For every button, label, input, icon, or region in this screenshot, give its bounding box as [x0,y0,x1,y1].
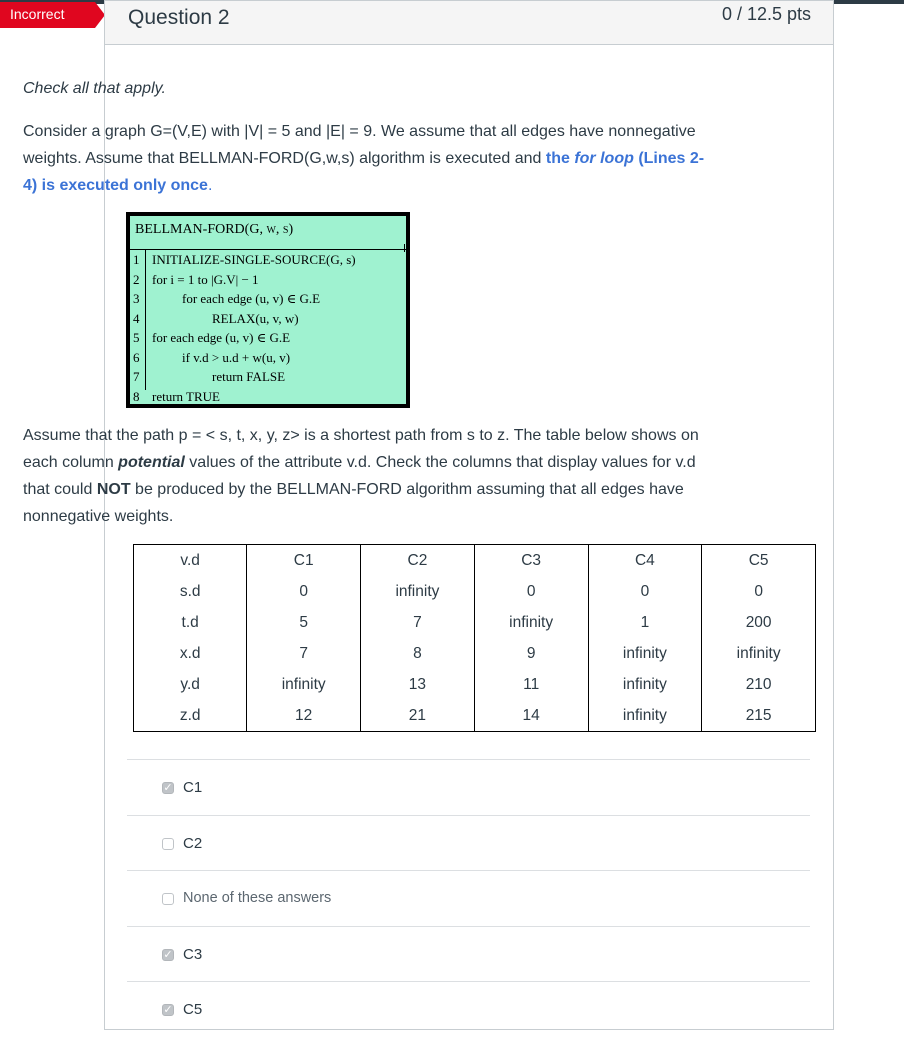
answer-label: None of these answers [183,890,332,906]
values-table-body [134,545,816,732]
answer-label: C2 [183,834,203,852]
question-title: Question 2 [128,6,230,29]
pseudocode-line-code: for each edge (u, v) ∈ G.E [182,291,321,306]
pseudocode-line [130,291,400,310]
pseudocode-line-code: if v.d > u.d + w(u, v) [182,349,291,365]
table-row [134,607,816,638]
pseudocode-line-number: 4 [133,310,140,326]
pseudocode-line-number: 5 [133,330,140,345]
question-paragraph-1 [23,118,713,199]
para2-not: NOT [96,481,131,498]
para1-text: Consider a graph G=(V,E) with |V| = 5 and |E| = 9. We assume that all edges have nonnegative weights. Assume that BELLMAN-FORD(G,w,s) algorithm is executed and [23,123,696,167]
pseudocode-line-number: 1 [133,252,140,267]
table-cell: 14 [474,700,588,732]
pseudocode-line-number: 3 [133,291,140,306]
checkbox-checked-icon[interactable]: ✓ [163,948,173,961]
para2-c: be produced by the BELLMAN-FORD algorithm assuming that all edges have nonnegative weights. [23,481,684,525]
values-table [133,544,816,732]
table-cell: 7 [361,607,475,638]
table-cell: 0 [474,576,588,607]
table-cell: 13 [361,669,475,700]
pseudocode-line [130,272,400,291]
pseudocode-line [130,330,400,349]
pseudocode-line [130,311,400,330]
table-row [134,638,816,669]
table-cell: infinity [588,638,702,669]
status-badge: Incorrect [0,2,95,28]
answer-option[interactable] [127,759,810,815]
para1-highlight-italic: for loop [574,150,634,167]
pseudocode-line-number: 8 [133,388,140,404]
checkbox-icon[interactable] [162,838,174,850]
checkbox-icon[interactable] [162,893,174,905]
table-cell: z.d [134,700,247,732]
table-cell: 9 [474,638,588,669]
pseudocode-header [135,222,293,238]
question-paragraph-2 [23,422,713,530]
table-cell: 12 [247,700,361,732]
pseudocode-line-code: for each edge (u, v) ∈ G.E [152,330,291,345]
pseudocode-line-code: for i = 1 to |G.V| − 1 [152,271,259,287]
pseudocode-line-code: INITIALIZE-SINGLE-SOURCE(G, s) [152,252,356,267]
table-header-cell: C4 [588,545,702,577]
question-points: 0 / 12.5 pts [721,4,811,24]
table-row [134,669,816,700]
table-cell: infinity [588,700,702,732]
checkbox-checked-icon[interactable]: ✓ [163,782,173,794]
table-header-cell: C2 [361,545,475,577]
pseudocode-figure [126,212,410,408]
pseudocode-top-rule [130,249,406,250]
table-cell: 0 [702,576,816,607]
para1-end: . [207,177,213,194]
table-cell: 8 [361,638,475,669]
table-row [134,700,816,732]
pseudocode-line [130,389,400,408]
table-cell: 0 [247,576,361,607]
pseudocode-line-number: 6 [133,349,140,365]
answer-label: C1 [183,779,203,796]
table-cell: 210 [702,669,816,700]
pseudocode-line-code: return FALSE [212,369,286,384]
table-row [134,576,816,607]
table-cell: t.d [134,607,247,638]
table-cell: 5 [247,607,361,638]
table-cell: 0 [588,576,702,607]
para1-highlight-b: (Lines 2-4) is executed only once [23,150,705,194]
answer-option[interactable] [127,815,810,871]
answer-option[interactable] [127,926,810,982]
pseudocode-line [130,252,400,271]
table-header-cell: v.d [134,545,247,577]
answer-option[interactable] [127,981,810,1037]
table-cell: infinity [247,669,361,700]
pseudocode-line [130,369,400,388]
checkbox-checked-icon[interactable]: ✓ [163,1004,173,1016]
table-header-cell: C3 [474,545,588,577]
table-cell: infinity [702,638,816,669]
para2-b: values of the attribute v.d. Check the columns that display values for v.d that could [23,454,696,498]
table-cell: y.d [134,669,247,700]
pseudocode-line [130,350,400,369]
pseudocode-line-number: 2 [133,271,140,287]
pseudocode-right-rule [404,244,405,252]
table-cell: x.d [134,638,247,669]
table-cell: 1 [588,607,702,638]
pseudocode-title: BELLMAN-FORD(G, w, s) [135,222,294,237]
para2-a: Assume that the path p = < s, t, x, y, z> is a shortest path from s to z. The table below shows on each column [23,427,699,471]
table-cell: 215 [702,700,816,732]
pseudocode-line-number: 7 [133,369,140,384]
pseudocode-line-code: RELAX(u, v, w) [212,310,299,326]
table-cell: 11 [474,669,588,700]
table-header-cell: C5 [702,545,816,577]
para2-bold: potential [118,454,185,471]
table-cell: 200 [702,607,816,638]
table-cell: infinity [361,576,475,607]
table-cell: 7 [247,638,361,669]
question-header [105,1,833,45]
answer-label: C3 [183,945,203,963]
table-cell: infinity [474,607,588,638]
instruction-text: Check all that apply. [23,80,166,97]
table-cell: infinity [588,669,702,700]
table-header-row [134,545,816,577]
answer-label: C5 [183,1001,203,1018]
para1-highlight-a: the [545,150,575,167]
pseudocode-line-code: return TRUE [152,388,220,404]
table-cell: s.d [134,576,247,607]
table-header-cell: C1 [247,545,361,577]
table-cell: 21 [361,700,475,732]
answer-option[interactable] [127,870,810,926]
